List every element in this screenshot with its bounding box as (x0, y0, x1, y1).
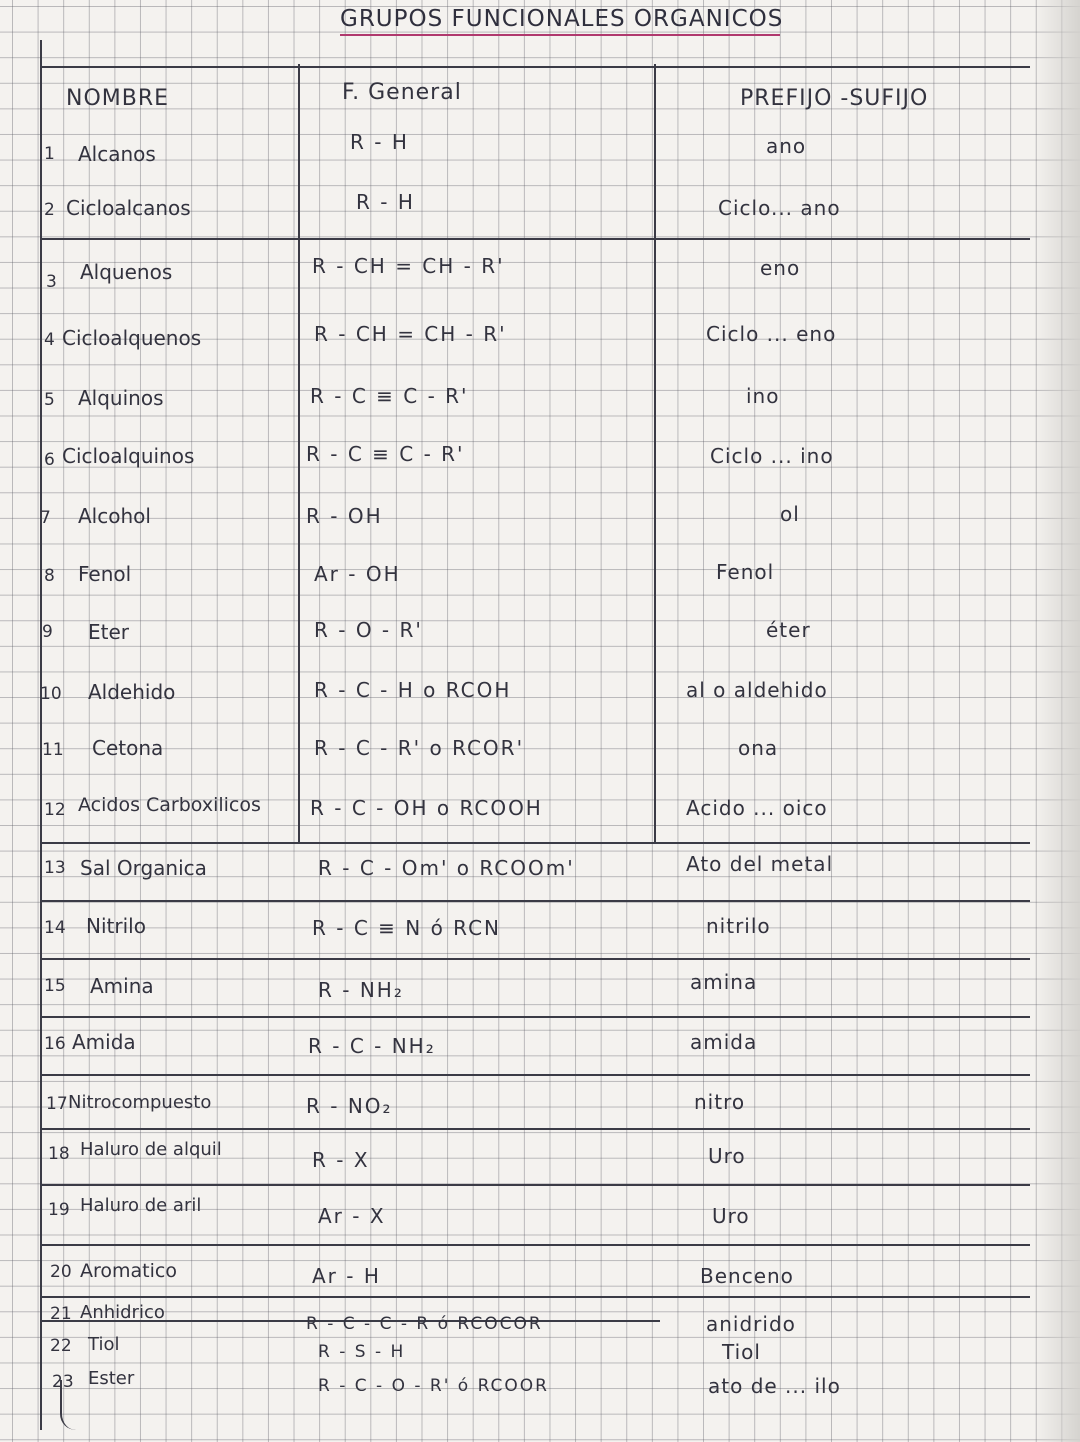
row-affix: Uro (708, 1144, 746, 1168)
row-name: Sal Organica (80, 856, 207, 880)
row-affix: nitrilo (706, 914, 771, 938)
row-formula: R - O - R' (314, 618, 423, 642)
row-rule (40, 238, 1030, 240)
row-formula: R - C - Om' o RCOOm' (318, 856, 575, 880)
row-formula: Ar - X (318, 1204, 386, 1228)
row-affix: ona (738, 736, 779, 760)
row-affix: Ciclo... ano (718, 196, 841, 220)
row-name: Alcohol (78, 504, 151, 528)
row-affix: Uro (712, 1204, 750, 1228)
row-number: 2 (44, 200, 55, 220)
row-affix: ato de ... ilo (708, 1374, 841, 1398)
row-name: Cicloalquinos (62, 444, 195, 468)
row-name: Cicloalcanos (66, 196, 191, 220)
row-rule (40, 1016, 1030, 1018)
row-number: 4 (44, 330, 55, 350)
row-number: 8 (44, 566, 55, 586)
row-number: 6 (44, 450, 55, 470)
row-number: 22 (50, 1336, 72, 1356)
row-number: 19 (48, 1200, 70, 1220)
row-name: Nitrilo (86, 914, 146, 938)
row-formula: R - C - C - R ó RCOCOR (306, 1314, 543, 1334)
row-affix: ino (746, 384, 780, 408)
table-top-rule (40, 66, 1030, 68)
row-name: Alquenos (80, 260, 173, 284)
row-number: 10 (40, 684, 62, 704)
row-name: Aromatico (80, 1260, 177, 1282)
row-affix: amida (690, 1030, 758, 1054)
row-affix: ol (780, 502, 800, 526)
row-number: 23 (52, 1372, 74, 1392)
row-name: Alcanos (78, 142, 156, 166)
row-formula: Ar - H (312, 1264, 381, 1288)
margin-line (40, 40, 42, 1430)
row-affix: Ciclo ... eno (706, 322, 837, 346)
row-number: 1 (44, 144, 55, 164)
row-formula: Ar - OH (314, 562, 401, 586)
row-formula: R - C - OH o RCOOH (310, 796, 543, 820)
row-name: Haluro de aril (80, 1195, 202, 1216)
row-name: Cicloalquenos (62, 326, 202, 350)
row-formula: R - C - O - R' ó RCOOR (318, 1376, 549, 1396)
row-rule (40, 1074, 1030, 1076)
row-formula: R - C ≡ C - R' (306, 442, 465, 466)
row-name: Haluro de alquil (80, 1139, 222, 1160)
row-affix: Fenol (716, 560, 775, 584)
row-rule (40, 1296, 1030, 1298)
row-affix: ano (766, 134, 807, 158)
row-formula: R - NH₂ (318, 978, 404, 1002)
row-formula: R - H (356, 190, 415, 214)
column-divider-1 (298, 64, 300, 844)
row-formula: R - C ≡ C - R' (310, 384, 469, 408)
row-formula: R - C - H o RCOH (314, 678, 512, 702)
column-divider-2 (654, 64, 656, 844)
row-number: 3 (46, 272, 57, 292)
row-number: 12 (44, 800, 66, 820)
row-formula: R - S - H (318, 1342, 406, 1362)
row-number: 20 (50, 1262, 72, 1282)
row-name: Amina (90, 974, 154, 998)
row-name: Ester (88, 1368, 135, 1389)
row-number: 9 (42, 622, 53, 642)
header-formula: F. General (342, 80, 462, 105)
row-name: Amida (72, 1030, 136, 1054)
row-affix: nitro (694, 1090, 746, 1114)
row-formula: R - CH = CH - R' (312, 254, 505, 278)
row-formula: R - C ≡ N ó RCN (312, 916, 502, 940)
row-number: 15 (44, 976, 66, 996)
row-affix: anidrido (706, 1312, 796, 1336)
row-number: 21 (50, 1304, 72, 1324)
row-formula: R - NO₂ (306, 1094, 393, 1118)
row-affix: Acido ... oico (686, 796, 828, 820)
row-rule (40, 1244, 1030, 1246)
row-name: Nitrocompuesto (68, 1092, 212, 1113)
row-name: Alquinos (78, 386, 164, 410)
row-formula: R - C - NH₂ (308, 1034, 436, 1058)
row-formula: R - X (312, 1148, 370, 1172)
header-name: NOMBRE (66, 86, 170, 111)
row-formula: R - CH = CH - R' (314, 322, 507, 346)
row-number: 18 (48, 1144, 70, 1164)
row-affix: éter (766, 618, 811, 642)
row-name: Fenol (78, 562, 132, 586)
row-affix: amina (690, 970, 758, 994)
row-affix: Ciclo ... ino (710, 444, 834, 468)
page-title: GRUPOS FUNCIONALES ORGANICOS (340, 6, 780, 36)
row-formula: R - H (350, 130, 409, 154)
row-name: Aldehido (88, 680, 176, 704)
row-formula: R - C - R' o RCOR' (314, 736, 525, 760)
row-name: Tiol (88, 1334, 120, 1355)
row-affix: eno (760, 256, 801, 280)
row-number: 16 (44, 1034, 66, 1054)
row-rule (40, 900, 1030, 902)
row-rule (40, 1184, 1030, 1186)
row-name: Anhidrico (80, 1302, 165, 1323)
row-affix: al o aldehido (686, 678, 828, 702)
margin-curl (60, 1380, 76, 1430)
row-formula: R - OH (306, 504, 383, 528)
row-rule (40, 958, 1030, 960)
header-affix: PREFIJO -SUFIJO (740, 86, 929, 111)
row-name: Eter (88, 620, 130, 644)
row-rule (40, 842, 1030, 844)
row-number: 7 (40, 508, 51, 528)
row-affix: Tiol (722, 1340, 761, 1364)
row-number: 17 (46, 1094, 68, 1114)
row-affix: Ato del metal (686, 852, 834, 876)
row-number: 11 (42, 740, 64, 760)
row-affix: Benceno (700, 1264, 794, 1288)
row-name: Cetona (92, 736, 164, 760)
row-number: 5 (44, 390, 55, 410)
page-edge-shadow (1034, 0, 1080, 1442)
row-number: 14 (44, 918, 66, 938)
row-number: 13 (44, 858, 66, 878)
row-name: Acidos Carboxilicos (78, 794, 261, 816)
row-rule (40, 1128, 1030, 1130)
